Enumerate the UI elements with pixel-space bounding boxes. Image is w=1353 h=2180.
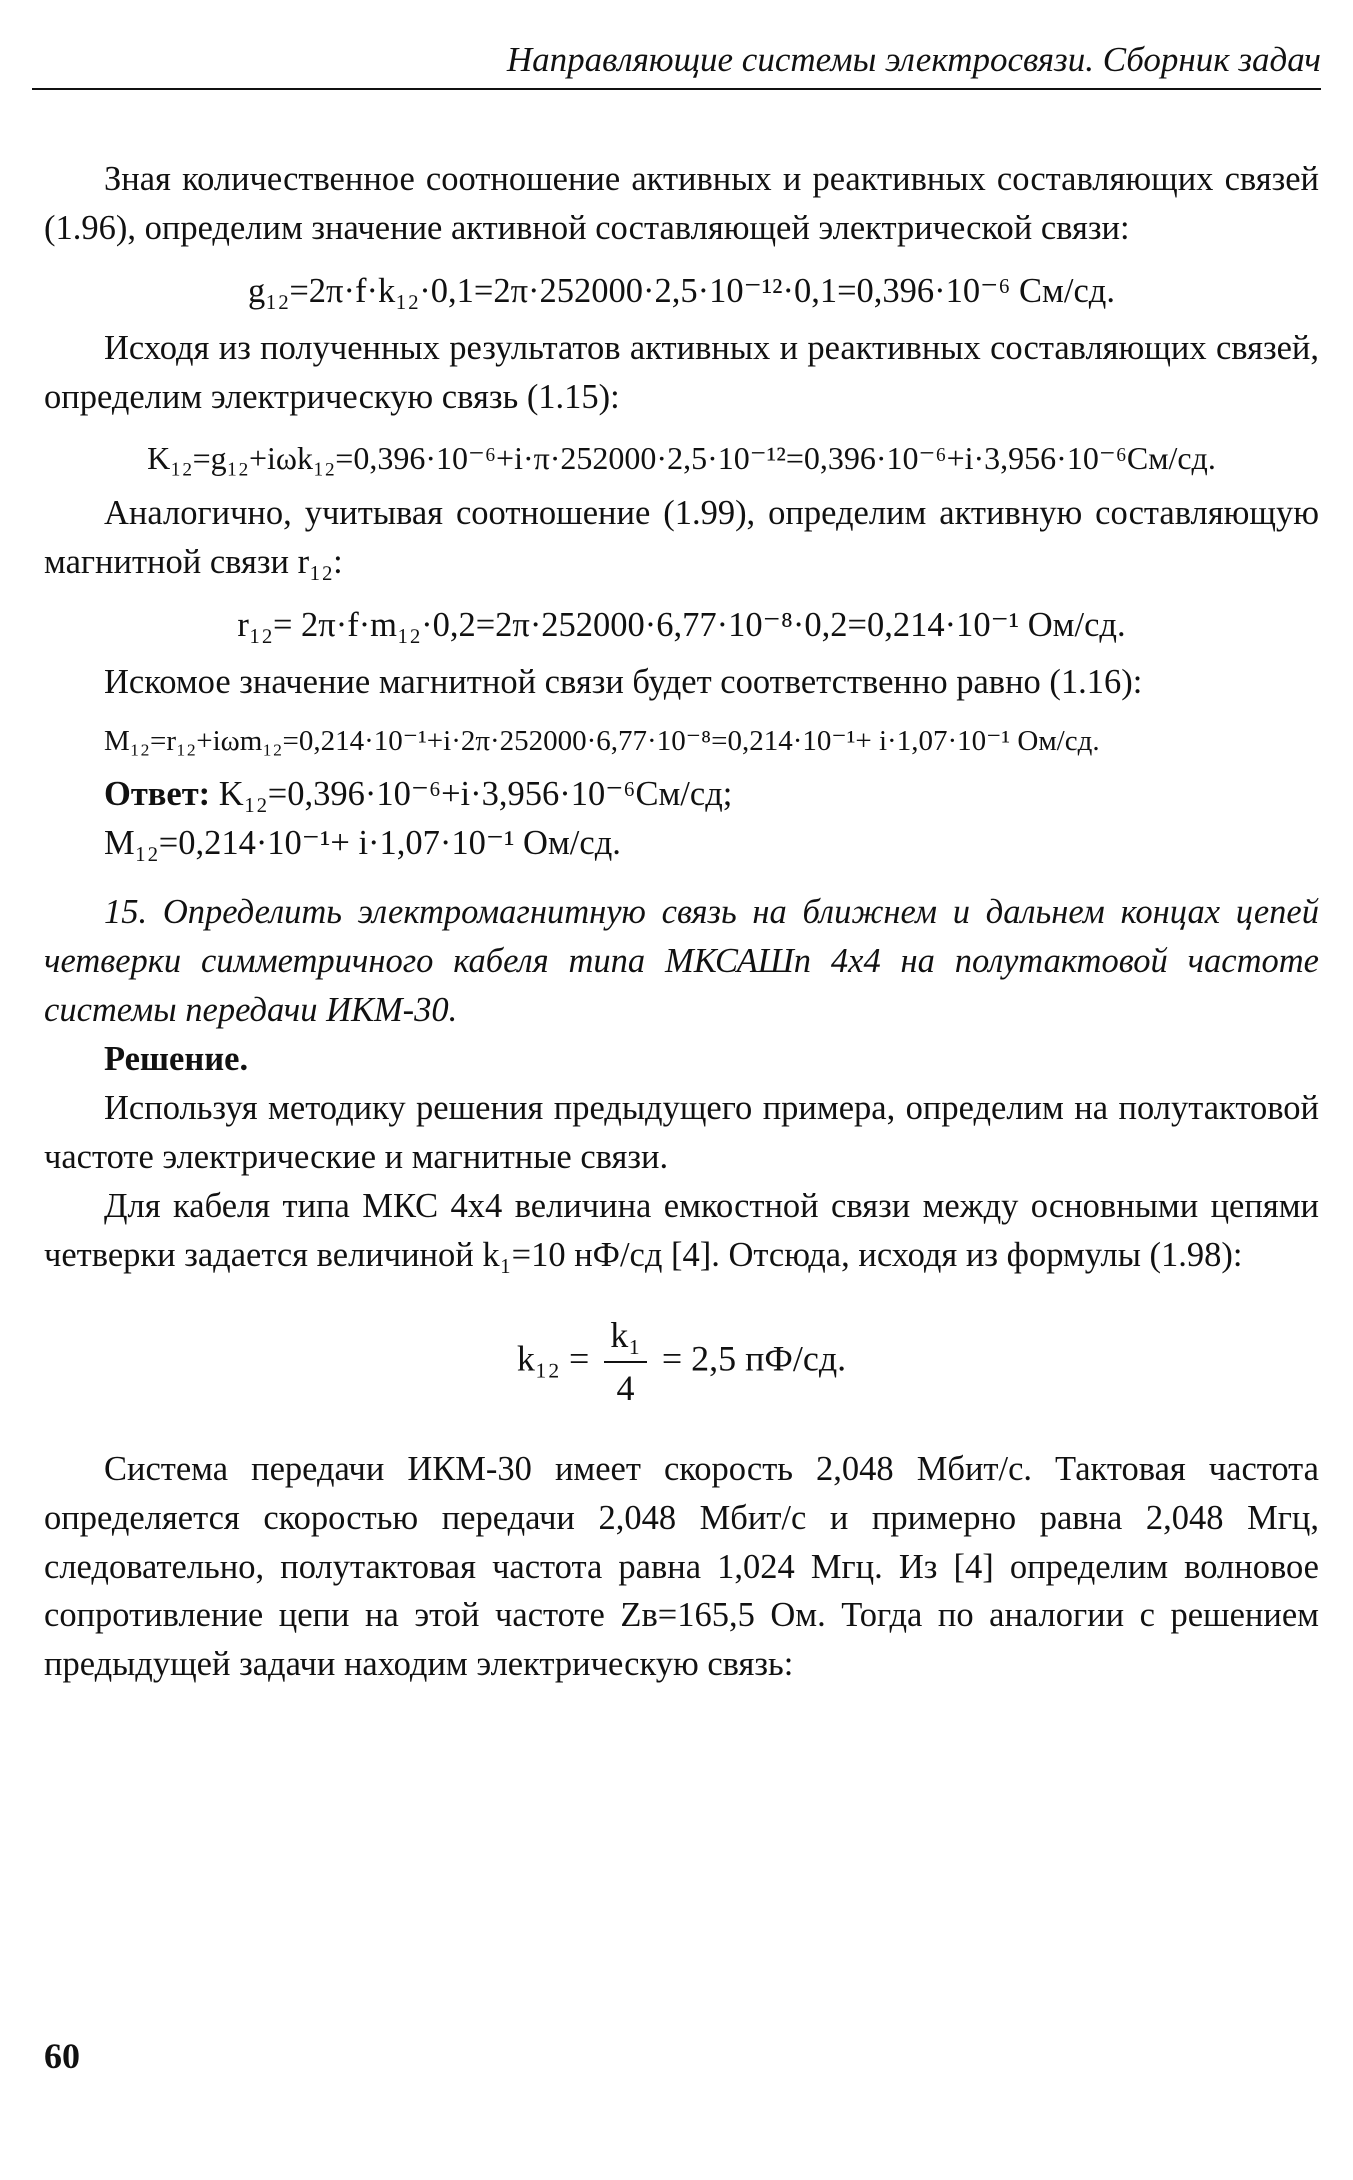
paragraph-ikm30: Система передачи ИКМ-30 имеет скорость 2,048 Мбит/с. Тактовая частота определяется скоростью передачи 2,048 Мбит/с и примерно равна 2,048 Мгц, следовательно, полутактовая частота равна 1,024 Мгц. Из [4] определим волновое сопротивление цепи на этой частоте Zв=165,5 Ом. Тогда по аналогии с решением предыдущей задачи находим электрическую связь: xyxy=(44,1449,1319,1684)
fraction-denominator: 4 xyxy=(616,1368,635,1409)
page-content xyxy=(44,155,1319,1689)
formula-g12: g₁₂=2π·f·k₁₂·0,1=2π·252000·2,5·10⁻¹²·0,1=0,396·10⁻⁶ См/сд. xyxy=(248,271,1115,310)
formula-r12: r₁₂= 2π·f·m₁₂·0,2=2π·252000·6,77·10⁻⁸·0,2=0,214·10⁻¹ Ом/сд. xyxy=(237,606,1126,645)
page-number: 60 xyxy=(44,2036,80,2076)
formula-k12-fraction xyxy=(44,1310,1319,1414)
fraction xyxy=(604,1310,647,1414)
fraction-numerator: k₁ xyxy=(604,1310,647,1363)
paragraph-magnetic-coupling: Искомое значение магнитной связи будет соответственно равно (1.16): xyxy=(104,663,1143,702)
answer-line-1 xyxy=(44,770,1319,819)
answer-value-1: K₁₂=0,396·10⁻⁶+i·3,956·10⁻⁶См/сд; xyxy=(218,775,733,814)
running-header: Направляющие системы электросвязи. Сборник задач xyxy=(32,40,1321,90)
task-15: 15. Определить электромагнитную связь на ближнем и дальнем концах цепей четверки симметричного кабеля типа МКСАШп 4х4 на полутактовой частоте системы передачи ИКМ-30. xyxy=(44,893,1319,1030)
fraction-lhs: k₁₂ = xyxy=(516,1338,590,1379)
paragraph-intro: Зная количественное соотношение активных и реактивных составляющих связей (1.96), определим значение активной составляющей электрической связи: xyxy=(44,160,1319,247)
formula-k12: K₁₂=g₁₂+iωk₁₂=0,396·10⁻⁶+i·π·252000·2,5·10⁻¹²=0,396·10⁻⁶+i·3,956·10⁻⁶См/сд. xyxy=(147,439,1216,476)
paragraph-method: Используя методику решения предыдущего примера, определим на полутактовой частоте электрические и магнитные связи. xyxy=(44,1089,1319,1177)
paragraph-analog: Аналогично, учитывая соотношение (1.99), определим активную составляющую магнитной связи r₁₂: xyxy=(44,494,1319,582)
solution-heading: Решение. xyxy=(104,1040,249,1079)
fraction-rhs: = 2,5 пФ/сд. xyxy=(661,1338,847,1379)
formula-m12: M₁₂=r₁₂+iωm₁₂=0,214·10⁻¹+i·2π·252000·6,77·10⁻⁸=0,214·10⁻¹+ i·1,07·10⁻¹ Ом/сд. xyxy=(104,725,1100,758)
answer-line-2: M₁₂=0,214·10⁻¹+ i·1,07·10⁻¹ Ом/сд. xyxy=(104,824,621,863)
paragraph-electric-coupling: Исходя из полученных результатов активных и реактивных составляющих связей, определим электрическую связь (1.15): xyxy=(44,328,1319,416)
answer-label: Ответ: xyxy=(104,775,211,814)
paragraph-capacitive: Для кабеля типа МКС 4х4 величина емкостной связи между основными цепями четверки задается величиной k₁=10 нФ/сд [4]. Отсюда, исходя из формулы (1.98): xyxy=(44,1187,1319,1275)
